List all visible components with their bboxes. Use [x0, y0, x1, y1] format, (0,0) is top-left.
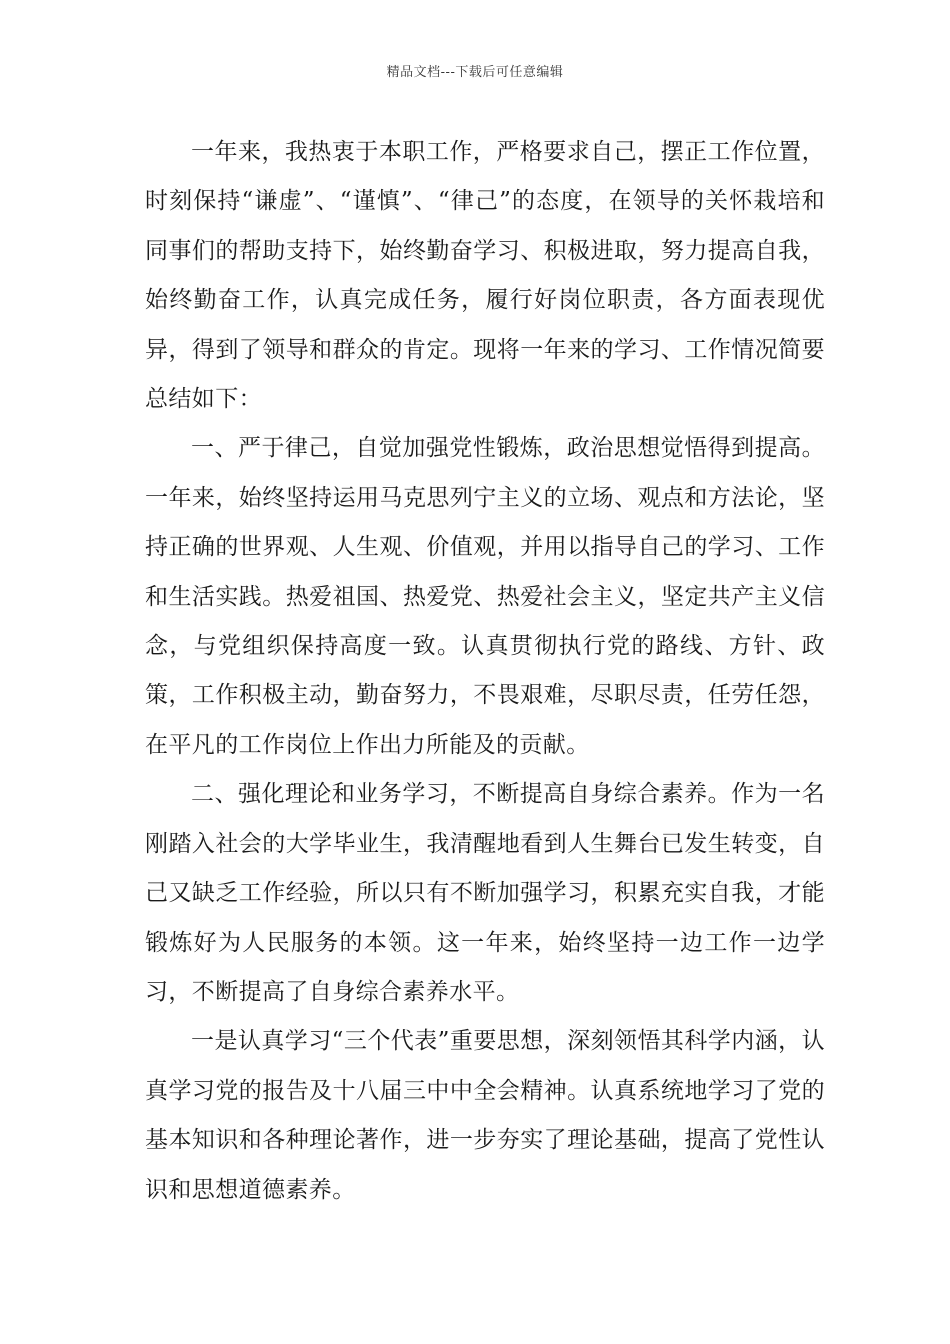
- paragraph: 一是认真学习“三个代表”重要思想，深刻领悟其科学内涵，认真学习党的报告及十八届三中中全会精神。认真系统地学习了党的基本知识和各种理论著作，进一步夯实了理论基础，提高了党性认识和思想道德素养。: [145, 1028, 825, 1203]
- paragraph: 一年来，我热衷于本职工作，严格要求自己，摆正工作位置，时刻保持“谦虚”、“谨慎”、“律己”的态度，在领导的关怀栽培和同事们的帮助支持下，始终勤奋学习、积极进取，努力提高自我，始终勤奋工作，认真完成任务，履行好岗位职责，各方面表现优异，得到了领导和群众的肯定。现将一年来的学习、工作情况简要总结如下：: [145, 139, 825, 413]
- document-body: [145, 128, 825, 1215]
- paragraph: 一、严于律己，自觉加强党性锻炼，政治思想觉悟得到提高。一年来，始终坚持运用马克思列宁主义的立场、观点和方法论，坚持正确的世界观、人生观、价值观，并用以指导自己的学习、工作和生活实践。热爱祖国、热爱党、热爱社会主义，坚定共产主义信念，与党组织保持高度一致。认真贯彻执行党的路线、方针、政策，工作积极主动，勤奋努力，不畏艰难，尽职尽责，任劳任怨，在平凡的工作岗位上作出力所能及的贡献。: [145, 435, 825, 758]
- paragraph: 二、强化理论和业务学习，不断提高自身综合素养。作为一名刚踏入社会的大学毕业生，我清醒地看到人生舞台已发生转变，自己又缺乏工作经验，所以只有不断加强学习，积累充实自我，才能锻炼好为人民服务的本领。这一年来，始终坚持一边工作一边学习，不断提高了自身综合素养水平。: [145, 781, 825, 1005]
- page-header: 精品文档---下载后可任意编辑: [386, 65, 564, 80]
